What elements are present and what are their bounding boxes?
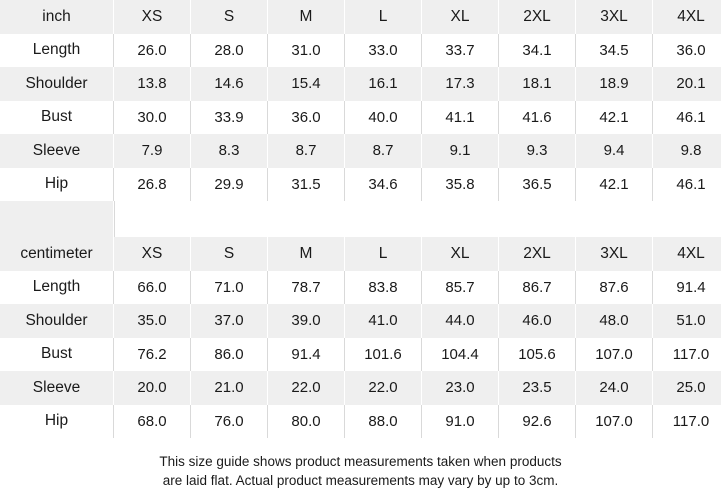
cell-value: 20.0	[114, 371, 191, 405]
table-row	[0, 101, 721, 135]
cell-value: 35.0	[114, 304, 191, 338]
size-header-xs: XS	[114, 237, 191, 271]
cell-value: 42.1	[576, 101, 653, 135]
cell-value: 40.0	[345, 101, 422, 135]
cell-value: 76.2	[114, 338, 191, 372]
cell-value: 9.8	[653, 134, 721, 168]
row-label-bust: Bust	[0, 338, 114, 372]
cell-value: 41.1	[422, 101, 499, 135]
size-header-3xl: 3XL	[576, 0, 653, 34]
cell-value: 9.4	[576, 134, 653, 168]
cell-value: 30.0	[114, 101, 191, 135]
cell-value: 31.5	[268, 168, 345, 202]
unit-label-centimeter: centimeter	[0, 237, 114, 271]
cell-value: 15.4	[268, 67, 345, 101]
cell-value: 31.0	[268, 34, 345, 68]
table-row	[0, 304, 721, 338]
cell-value: 105.6	[499, 338, 576, 372]
cell-value: 13.8	[114, 67, 191, 101]
cell-value: 18.1	[499, 67, 576, 101]
separator-right-block	[114, 201, 721, 237]
size-header-2xl: 2XL	[499, 237, 576, 271]
cell-value: 78.7	[268, 271, 345, 305]
size-header-4xl: 4XL	[653, 237, 721, 271]
table-row	[0, 134, 721, 168]
cell-value: 41.6	[499, 101, 576, 135]
cell-value: 83.8	[345, 271, 422, 305]
cell-value: 91.0	[422, 405, 499, 439]
row-label-sleeve: Sleeve	[0, 134, 114, 168]
table-row-header-inch	[0, 0, 721, 34]
table-row	[0, 271, 721, 305]
table-row	[0, 34, 721, 68]
unit-label-inch: inch	[0, 0, 114, 34]
cell-value: 24.0	[576, 371, 653, 405]
cell-value: 21.0	[191, 371, 268, 405]
row-label-hip: Hip	[0, 405, 114, 439]
size-header-xl: XL	[422, 237, 499, 271]
size-header-m: M	[268, 0, 345, 34]
cell-value: 51.0	[653, 304, 721, 338]
cell-value: 85.7	[422, 271, 499, 305]
cell-value: 48.0	[576, 304, 653, 338]
cell-value: 9.1	[422, 134, 499, 168]
row-label-hip: Hip	[0, 168, 114, 202]
cell-value: 9.3	[499, 134, 576, 168]
cell-value: 23.0	[422, 371, 499, 405]
cell-value: 22.0	[268, 371, 345, 405]
size-header-l: L	[345, 0, 422, 34]
cell-value: 34.1	[499, 34, 576, 68]
cell-value: 86.7	[499, 271, 576, 305]
cell-value: 8.3	[191, 134, 268, 168]
cell-value: 42.1	[576, 168, 653, 202]
row-label-bust: Bust	[0, 101, 114, 135]
size-header-xs: XS	[114, 0, 191, 34]
row-label-shoulder: Shoulder	[0, 67, 114, 101]
size-table-centimeter	[0, 237, 721, 438]
cell-value: 92.6	[499, 405, 576, 439]
cell-value: 29.9	[191, 168, 268, 202]
size-header-m: M	[268, 237, 345, 271]
table-row	[0, 338, 721, 372]
table-row	[0, 168, 721, 202]
cell-value: 117.0	[653, 338, 721, 372]
cell-value: 117.0	[653, 405, 721, 439]
size-header-2xl: 2XL	[499, 0, 576, 34]
cell-value: 33.9	[191, 101, 268, 135]
cell-value: 14.6	[191, 67, 268, 101]
cell-value: 46.1	[653, 101, 721, 135]
cell-value: 25.0	[653, 371, 721, 405]
cell-value: 8.7	[345, 134, 422, 168]
size-header-xl: XL	[422, 0, 499, 34]
cell-value: 23.5	[499, 371, 576, 405]
cell-value: 34.6	[345, 168, 422, 202]
cell-value: 18.9	[576, 67, 653, 101]
cell-value: 36.0	[653, 34, 721, 68]
size-header-s: S	[191, 237, 268, 271]
table-row	[0, 371, 721, 405]
size-header-s: S	[191, 0, 268, 34]
cell-value: 80.0	[268, 405, 345, 439]
note-line-2: are laid flat. Actual product measurements may vary by up to 3cm.	[60, 471, 661, 490]
row-label-length: Length	[0, 271, 114, 305]
table-separator	[0, 201, 721, 237]
table-row	[0, 67, 721, 101]
cell-value: 101.6	[345, 338, 422, 372]
cell-value: 26.0	[114, 34, 191, 68]
cell-value: 36.5	[499, 168, 576, 202]
cell-value: 35.8	[422, 168, 499, 202]
cell-value: 86.0	[191, 338, 268, 372]
size-header-l: L	[345, 237, 422, 271]
table-row	[0, 405, 721, 439]
cell-value: 46.0	[499, 304, 576, 338]
cell-value: 88.0	[345, 405, 422, 439]
cell-value: 91.4	[653, 271, 721, 305]
cell-value: 7.9	[114, 134, 191, 168]
cell-value: 20.1	[653, 67, 721, 101]
cell-value: 66.0	[114, 271, 191, 305]
cell-value: 36.0	[268, 101, 345, 135]
cell-value: 37.0	[191, 304, 268, 338]
cell-value: 34.5	[576, 34, 653, 68]
cell-value: 91.4	[268, 338, 345, 372]
cell-value: 107.0	[576, 338, 653, 372]
cell-value: 87.6	[576, 271, 653, 305]
size-header-4xl: 4XL	[653, 0, 721, 34]
cell-value: 33.7	[422, 34, 499, 68]
cell-value: 39.0	[268, 304, 345, 338]
cell-value: 76.0	[191, 405, 268, 439]
separator-left-block	[0, 201, 113, 237]
note-line-1: This size guide shows product measurements taken when products	[60, 452, 661, 471]
table-row-header-centimeter	[0, 237, 721, 271]
cell-value: 44.0	[422, 304, 499, 338]
size-guide-note	[0, 438, 721, 490]
cell-value: 107.0	[576, 405, 653, 439]
size-header-3xl: 3XL	[576, 237, 653, 271]
row-label-sleeve: Sleeve	[0, 371, 114, 405]
cell-value: 46.1	[653, 168, 721, 202]
cell-value: 33.0	[345, 34, 422, 68]
cell-value: 28.0	[191, 34, 268, 68]
cell-value: 41.0	[345, 304, 422, 338]
cell-value: 68.0	[114, 405, 191, 439]
cell-value: 22.0	[345, 371, 422, 405]
cell-value: 104.4	[422, 338, 499, 372]
size-table-inch	[0, 0, 721, 201]
row-label-shoulder: Shoulder	[0, 304, 114, 338]
cell-value: 71.0	[191, 271, 268, 305]
cell-value: 16.1	[345, 67, 422, 101]
cell-value: 8.7	[268, 134, 345, 168]
cell-value: 17.3	[422, 67, 499, 101]
row-label-length: Length	[0, 34, 114, 68]
cell-value: 26.8	[114, 168, 191, 202]
